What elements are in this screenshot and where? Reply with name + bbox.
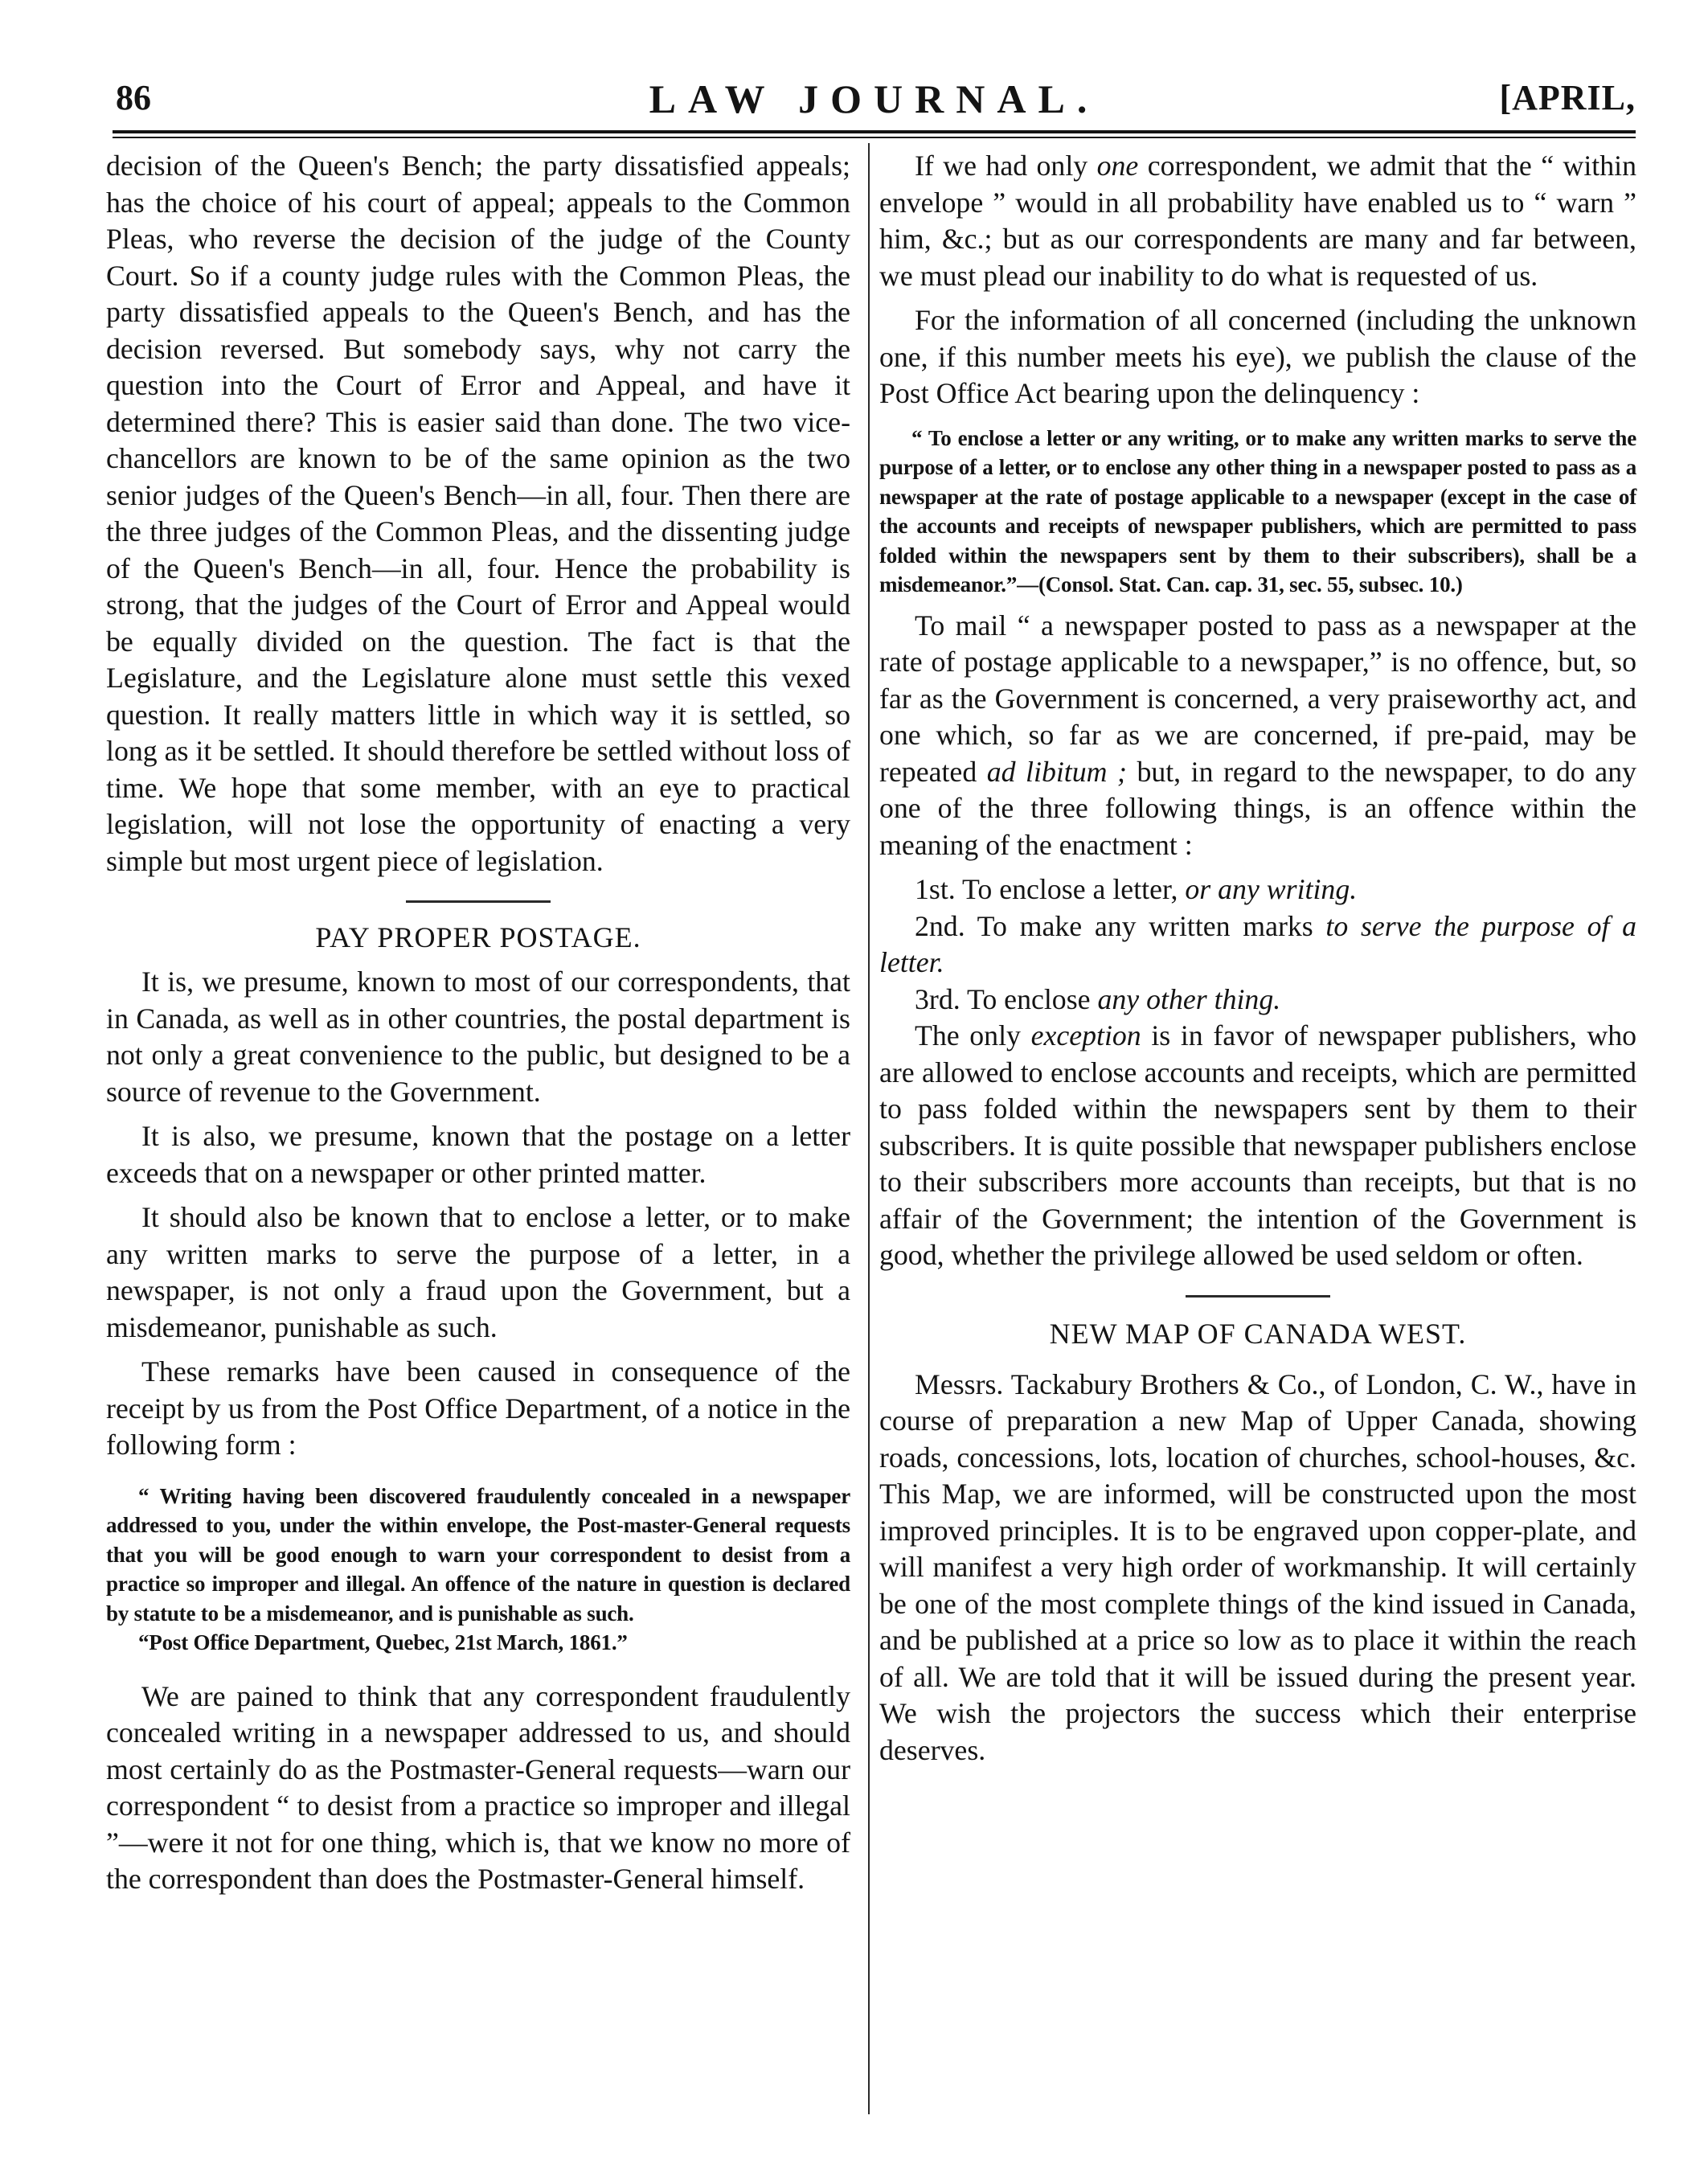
emphasis: ad libitum ;: [986, 755, 1127, 788]
paragraph: The only exception is in favor of newspaper publishers, who are allowed to enclose accounts and receipts, which are permitted to pass folded within the newspapers sent by them to their subscribers. It is quite possible that newspaper publishers enclose to their subscribers more accounts than receipts, but that is no affair of the Government; the intention of the Government is good, whether the privilege allowed be used seldom or often.: [879, 1019, 1636, 1271]
paragraph: Messrs. Tackabury Brothers & Co., of London, C. W., have in course of preparation a new Map of Upper Canada, showing roads, concessions, lots, location of churches, school-houses, &c. This Map, we are informed, will be constructed upon the most improved principles. It is to be engraved upon copper-plate, and will manifest a very high order of workmanship. It will certainly be one of the most complete things of the kind issued in Canada, and be published at a price so low as to place it within the reach of all. We are told that it will be issued during the present year. We wish the projectors the success which their enterprise deserves.: [879, 1367, 1636, 1766]
list-item: 2nd. To make any written marks to serve the purpose of a letter.: [879, 909, 1637, 978]
column-divider: [868, 143, 870, 2114]
header-rule-thick: [113, 130, 1636, 133]
running-title: LAW JOURNAL.: [649, 76, 1100, 121]
list-item: 1st. To enclose a letter, or any writing.: [915, 873, 1358, 905]
paragraph: It is also, we presume, known that the postage on a letter exceeds that on a newspaper or other printed matter.: [106, 1120, 850, 1189]
page-number: 86: [116, 78, 151, 117]
left-column: [106, 148, 850, 1898]
right-column: [879, 148, 1636, 1769]
paragraph: To mail “ a newspaper posted to pass as a newspaper at the rate of postage applicable to a newspaper,” is no offence, but, so far as the Government is concerned, a very praiseworthy act, and one which, so far as we are concerned, if pre-paid, may be repeated ad libitum ; but, in regard to the newspaper, to do any one of the three following things, is an offence within the meaning of the enactment :: [879, 609, 1636, 861]
statute-quote: “ To enclose a letter or any writing, or to make any written marks to serve the purpose of a letter, or to enclose any other thing in a newspaper posted to pass as a newspaper at the rate of postage applicable to a newspaper (except in the case of the accounts and receipts of newspaper publishers, which are permitted to pass folded within the newspapers sent by them to their subscribers), shall be a misdemeanor.”—(Consol. Stat. Can. cap. 31, sec. 55, subsec. 10.): [879, 425, 1636, 596]
running-header: [113, 72, 1636, 124]
emphasis: exception: [1030, 1019, 1141, 1052]
paragraph: If we had only one correspondent, we admit that the “ within envelope ” would in all probability have enabled us to “ warn ” him, &c.; but as our correspondents are many and far between, we must plead our inability to do what is requested of us.: [879, 150, 1636, 292]
notice-quote: “ Writing having been discovered fraudulently concealed in a newspaper addressed to you, under the within envelope, the Post-master-General requests that you will be good enough to warn your correspondent to desist from a practice so improper and illegal. An offence of the nature in question is declared by statute to be a misdemeanor, and is punishable as such.: [106, 1483, 850, 1626]
article-heading-postage: PAY PROPER POSTAGE.: [315, 921, 641, 953]
section-divider: [406, 900, 551, 903]
header-rule-thin: [113, 137, 1636, 138]
closing-paragraph: We are pained to think that any correspondent fraudulently concealed writing in a newspaper addressed to us, and should most certainly do as the Postmaster-General requests—warn our correspondent “ to desist from a practice so improper and illegal ”—were it not for one thing, which is, that we know no more of the correspondent than does the Postmaster-General himself.: [106, 1679, 850, 1895]
continued-paragraph: decision of the Queen's Bench; the party dissatisfied appeals; has the choice of his court of appeal; appeals to the Common Pleas, who reverse the decision of the judge of the County Court. So if a county judge rules with the Common Pleas, the party dissatisfied appeals to the Queen's Bench, and has the decision reversed. But somebody says, why not carry the question into the Court of Error and Appeal, and have it determined there? This is easier said than done. The two vice-chancellors are known to be of the same opinion as the two senior judges of the Queen's Bench—in all, four. Then there are the three judges of the Common Pleas, and the dissenting judge of the Queen's Bench—in all, four. Hence the probability is strong, that the judges of the Court of Error and Appeal would be equally divided on the question. The fact is that the Legislature, and the Legislature alone must settle this vexed question. It really matters little in which way it is settled, so long as it be settled. It should therefore be settled without loss of time. We hope that some member, with an eye to practical legislation, will not lose the opportunity of enacting a very simple but most urgent piece of legislation.: [106, 150, 850, 877]
article-heading-map: NEW MAP OF CANADA WEST.: [1049, 1317, 1467, 1350]
paragraph: It is, we presume, known to most of our correspondents, that in Canada, as well as in other countries, the postal department is not only a great convenience to the public, but designed to be a source of revenue to the Government.: [106, 965, 850, 1108]
paragraph: These remarks have been caused in consequence of the receipt by us from the Post Office Department, of a notice in the following form :: [106, 1355, 850, 1461]
running-date: [APRIL,: [1499, 78, 1636, 117]
list-item: 3rd. To enclose any other thing.: [915, 982, 1281, 1015]
paragraph: It should also be known that to enclose a letter, or to make any written marks to serve the purpose of a letter, in a newspaper, is not only a fraud upon the Government, but a misdemeanor, punishable as such.: [106, 1201, 850, 1343]
emphasis: one: [1096, 150, 1139, 182]
section-divider: [1186, 1295, 1330, 1298]
paragraph: For the information of all concerned (including the unknown one, if this number meets his eye), we publish the clause of the Post Office Act bearing upon the delinquency :: [879, 304, 1636, 409]
notice-signature: “Post Office Department, Quebec, 21st March, 1861.”: [138, 1630, 628, 1654]
